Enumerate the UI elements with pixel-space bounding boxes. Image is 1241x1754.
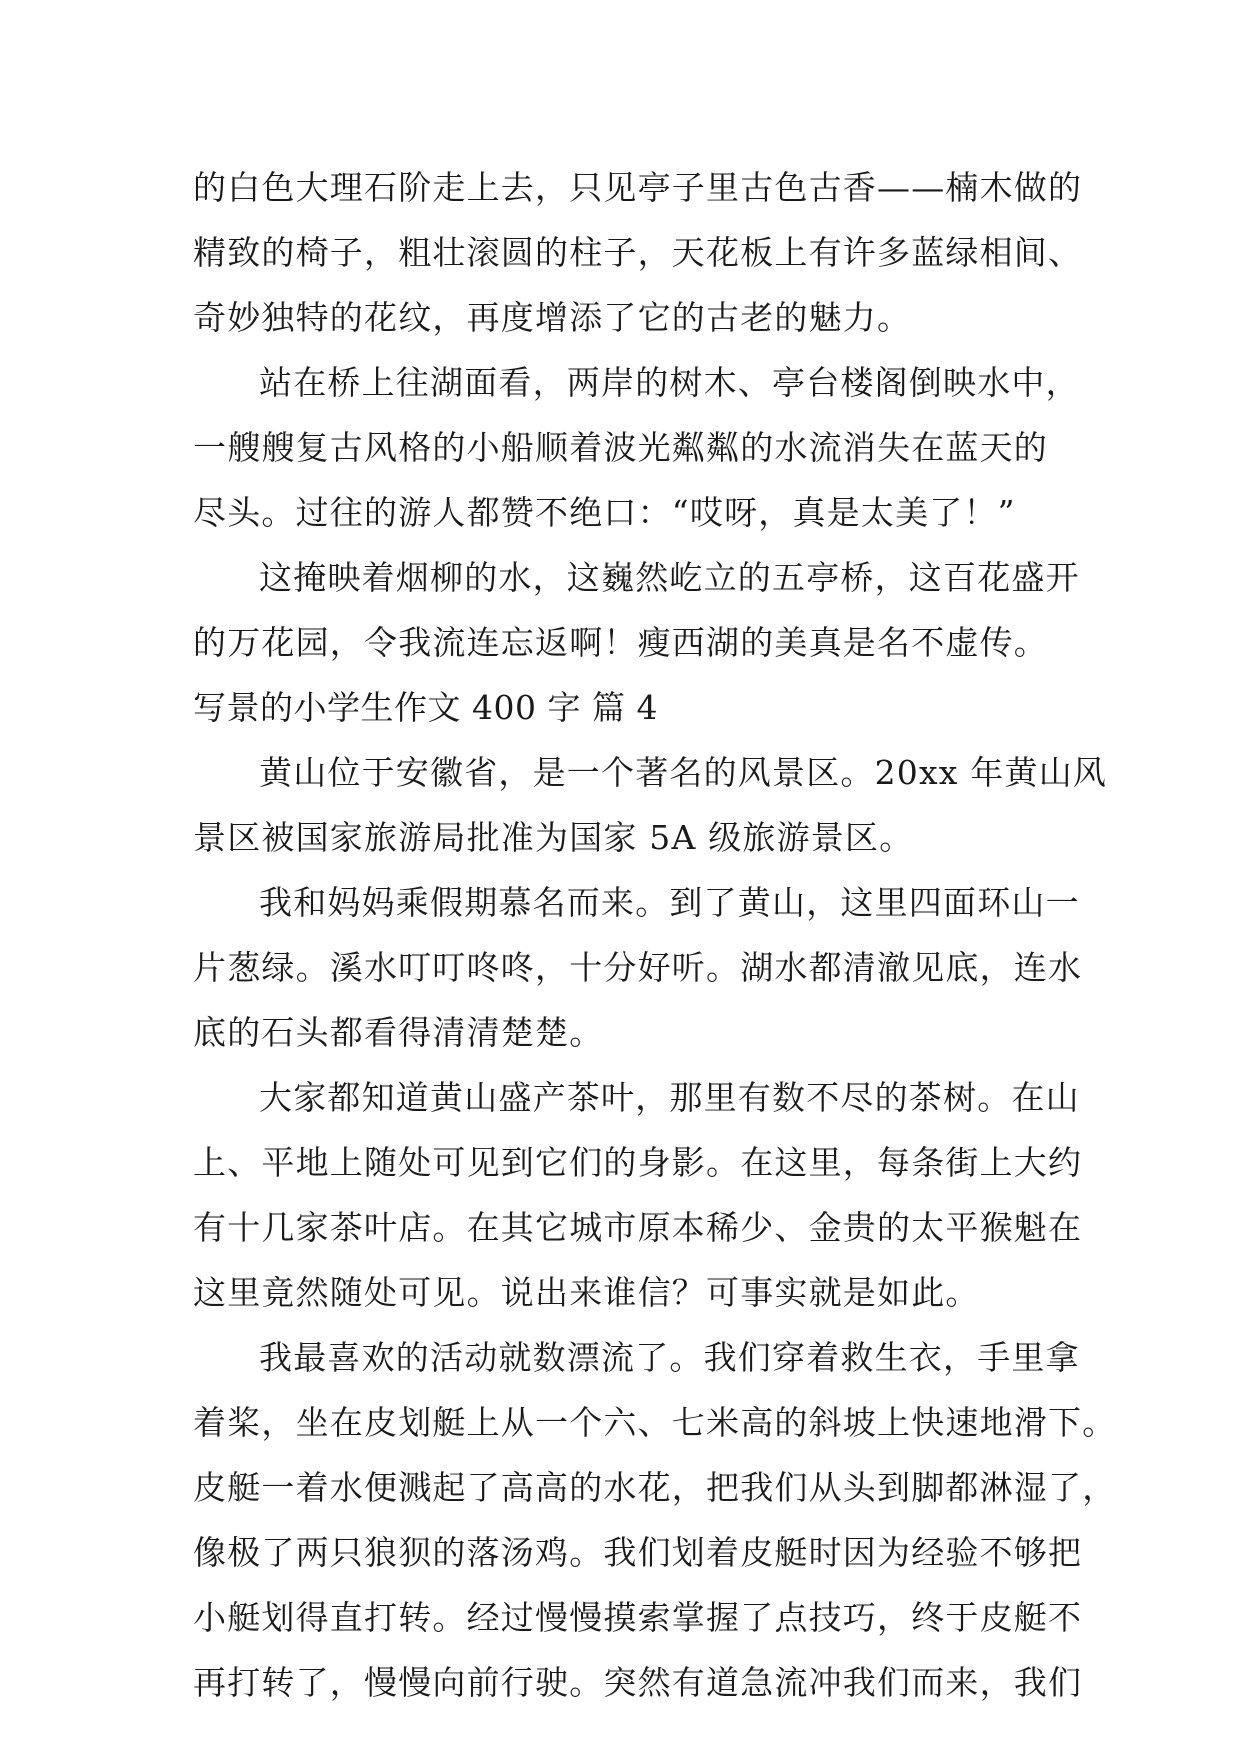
text-line: 的万花园，令我流连忘返啊！瘦西湖的美真是名不虚传。 <box>193 623 1048 662</box>
text-line: 像极了两只狼狈的落汤鸡。我们划着皮艇时因为经验不够把 <box>193 1533 1083 1572</box>
paragraph-start-line: 大家都知道黄山盛产茶叶，那里有数不尽的茶树。在山 <box>259 1078 1080 1117</box>
text-line: 片葱绿。溪水叮叮咚咚，十分好听。湖水都清澈见底，连水 <box>193 948 1083 987</box>
paragraph-start-line: 我和妈妈乘假期慕名而来。到了黄山，这里四面环山一 <box>259 883 1080 922</box>
text-line: 一艘艘复古风格的小船顺着波光粼粼的水流消失在蓝天的 <box>193 428 1048 467</box>
text-line: 尽头。过往的游人都赞不绝口：“哎呀，真是太美了！” <box>193 493 1016 532</box>
text-line: 小艇划得直打转。经过慢慢摸索掌握了点技巧，终于皮艇不 <box>193 1598 1083 1637</box>
text-line: 这里竟然随处可见。说出来谁信？可事实就是如此。 <box>193 1273 980 1312</box>
paragraph-start-line: 这掩映着烟柳的水，这巍然屹立的五亭桥，这百花盛开 <box>259 558 1080 597</box>
text-line: 的白色大理石阶走上去，只见亭子里古色古香——楠木做的 <box>193 168 1083 207</box>
section-heading: 写景的小学生作文 400 字 篇 4 <box>193 688 658 727</box>
paragraph-start-line: 我最喜欢的活动就数漂流了。我们穿着救生衣，手里拿 <box>259 1338 1080 1377</box>
paragraph-start-line: 站在桥上往湖面看，两岸的树木、亭台楼阁倒映水中， <box>259 363 1080 402</box>
text-line: 着桨，坐在皮划艇上从一个六、七米高的斜坡上快速地滑下。 <box>193 1403 1117 1442</box>
text-line: 景区被国家旅游局批准为国家 5A 级旅游景区。 <box>193 818 914 857</box>
text-line: 上、平地上随处可见到它们的身影。在这里，每条街上大约 <box>193 1143 1083 1182</box>
text-line: 精致的椅子，粗壮滚圆的柱子，天花板上有许多蓝绿相间、 <box>193 233 1083 272</box>
document-body <box>193 155 1117 1715</box>
text-line: 奇妙独特的花纹，再度增添了它的古老的魅力。 <box>193 298 912 337</box>
paragraph-start-line: 黄山位于安徽省，是一个著名的风景区。20xx 年黄山风 <box>259 753 1108 792</box>
text-line: 有十几家茶叶店。在其它城市原本稀少、金贵的太平猴魁在 <box>193 1208 1083 1247</box>
text-line: 底的石头都看得清清楚楚。 <box>193 1013 604 1052</box>
text-line: 再打转了，慢慢向前行驶。突然有道急流冲我们而来，我们 <box>193 1663 1083 1702</box>
text-line: 皮艇一着水便溅起了高高的水花，把我们从头到脚都淋湿了， <box>193 1468 1117 1507</box>
